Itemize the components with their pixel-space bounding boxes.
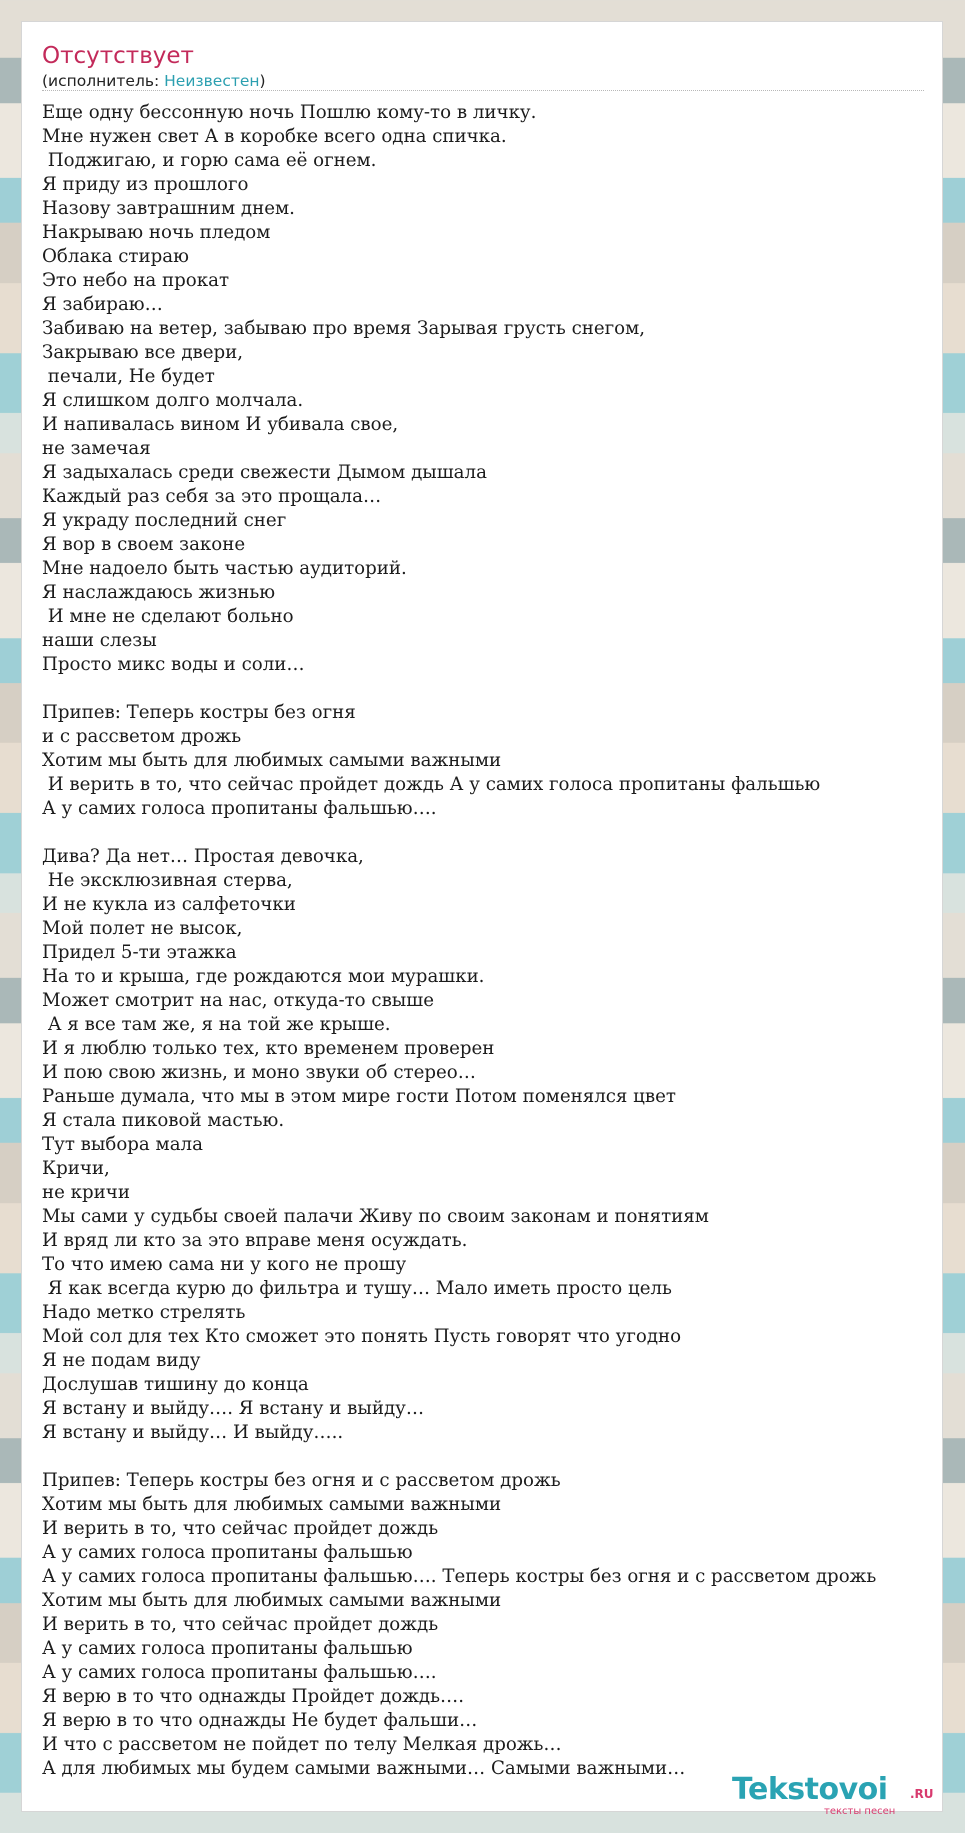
lyric-line: Дива? Да нет… Простая девочка, bbox=[42, 846, 364, 867]
artist-suffix: ) bbox=[259, 72, 266, 90]
lyric-line: Я встану и выйду…. Я встану и выйду… bbox=[42, 1398, 425, 1419]
lyric-line: Я украду последний снег bbox=[42, 510, 287, 531]
lyric-line: Может смотрит на нас, откуда-то свыше bbox=[42, 990, 434, 1011]
site-logo[interactable] bbox=[732, 1772, 932, 1824]
lyric-line: Хотим мы быть для любимых самыми важными bbox=[42, 1494, 502, 1515]
lyric-line: Просто микс воды и соли… bbox=[42, 654, 305, 675]
lyric-line: Мой сол для тех Кто сможет это понять Пусть говорят что угодно bbox=[42, 1326, 682, 1347]
lyric-line: Я вор в своем законе bbox=[42, 534, 246, 555]
lyric-line: Припев: Теперь костры без огня и с рассветом дрожь bbox=[42, 1470, 561, 1491]
lyric-line: На то и крыша, где рождаются мои мурашки. bbox=[42, 966, 485, 987]
lyric-line: Мы сами у судьбы своей палачи Живу по своим законам и понятиям bbox=[42, 1206, 709, 1227]
lyric-line: Мне надоело быть частью аудиторий. bbox=[42, 558, 407, 579]
lyric-line: То что имею сама ни у кого не прошу bbox=[42, 1254, 407, 1275]
lyric-line: Раньше думала, что мы в этом мире гости Потом поменялся цвет bbox=[42, 1086, 676, 1107]
lyric-line: Припев: Теперь костры без огня bbox=[42, 702, 356, 723]
lyric-line: И пою свою жизнь, и моно звуки об стерео… bbox=[42, 1062, 476, 1083]
lyric-line: Мой полет не высок, bbox=[42, 918, 243, 939]
logo-tagline: тексты песен bbox=[824, 1806, 896, 1817]
lyric-line: и с рассветом дрожь bbox=[42, 726, 242, 747]
lyric-line: А у самих голоса пропитаны фальшью…. bbox=[42, 1662, 437, 1683]
lyric-blank-line bbox=[42, 1445, 965, 1469]
lyric-line: Закрываю все двери, bbox=[42, 342, 244, 363]
lyric-line: не кричи bbox=[42, 1182, 130, 1203]
lyric-line: И что с рассветом не пойдет по телу Мелкая дрожь… bbox=[42, 1734, 562, 1755]
lyric-line: Я верю в то что однажды Пройдет дождь…. bbox=[42, 1686, 464, 1707]
lyric-line: Я верю в то что однажды Не будет фальши… bbox=[42, 1710, 478, 1731]
lyric-line: Облака стираю bbox=[42, 246, 189, 267]
lyric-line: Я забираю… bbox=[42, 294, 163, 315]
lyric-line: Я задыхалась среди свежести Дымом дышала bbox=[42, 462, 487, 483]
lyric-line: А я все там же, я на той же крыше. bbox=[42, 1014, 391, 1035]
lyric-line: не замечая bbox=[42, 438, 151, 459]
lyric-line: Я как всегда курю до фильтра и тушу… Мало иметь просто цель bbox=[42, 1278, 672, 1299]
lyric-line: Я стала пиковой мастью. bbox=[42, 1110, 285, 1131]
lyric-line: Я приду из прошлого bbox=[42, 174, 249, 195]
lyric-line: А у самих голоса пропитаны фальшью bbox=[42, 1542, 413, 1563]
lyric-line: Не эксклюзивная стерва, bbox=[42, 870, 293, 891]
lyric-line: Я слишком долго молчала. bbox=[42, 390, 304, 411]
lyric-line: Я встану и выйду… И выйду….. bbox=[42, 1422, 344, 1443]
lyrics-text bbox=[42, 101, 965, 1781]
lyric-line: Забиваю на ветер, забываю про время Зарывая грусть снегом, bbox=[42, 318, 646, 339]
lyric-line: Хотим мы быть для любимых самыми важными bbox=[42, 750, 502, 771]
artist-prefix: (исполнитель: bbox=[42, 72, 165, 90]
lyric-line: Тут выбора мала bbox=[42, 1134, 203, 1155]
lyric-line: Еще одну бессонную ночь Пошлю кому-то в личку. bbox=[42, 102, 537, 123]
lyric-line: печали, Не будет bbox=[42, 366, 215, 387]
song-title: Отсутствует bbox=[42, 43, 194, 69]
lyric-line: И верить в то, что сейчас пройдет дождь А у самих голоса пропитаны фальшью bbox=[42, 774, 821, 795]
artist-link[interactable]: Неизвестен bbox=[164, 72, 260, 90]
lyric-line: Это небо на прокат bbox=[42, 270, 230, 291]
lyrics-card bbox=[21, 21, 943, 1812]
lyric-line: Хотим мы быть для любимых самыми важными bbox=[42, 1590, 502, 1611]
lyric-line: Каждый раз себя за это прощала… bbox=[42, 486, 382, 507]
lyric-line: Поджигаю, и горю сама её огнем. bbox=[42, 150, 377, 171]
lyric-line: Накрываю ночь пледом bbox=[42, 222, 271, 243]
lyric-line: А для любимых мы будем самыми важными… Самыми важными… bbox=[42, 1758, 686, 1779]
lyric-line: Я не подам виду bbox=[42, 1350, 201, 1371]
lyric-line: И вряд ли кто за это вправе меня осуждать. bbox=[42, 1230, 468, 1251]
lyric-line: Кричи, bbox=[42, 1158, 110, 1179]
lyric-line: И напивалась вином И убивала свое, bbox=[42, 414, 399, 435]
lyric-line: Мне нужен свет А в коробке всего одна спичка. bbox=[42, 126, 507, 147]
title-divider bbox=[42, 90, 924, 91]
lyric-line: И верить в то, что сейчас пройдет дождь bbox=[42, 1518, 439, 1539]
lyric-line: Надо метко стрелять bbox=[42, 1302, 246, 1323]
lyric-line: А у самих голоса пропитаны фальшью bbox=[42, 1638, 413, 1659]
logo-wordmark: Tekstovoi bbox=[732, 1772, 888, 1807]
lyric-blank-line bbox=[42, 821, 965, 845]
lyric-line: Дослушав тишину до конца bbox=[42, 1374, 309, 1395]
lyric-line: Придел 5-ти этажка bbox=[42, 942, 237, 963]
lyric-line: И верить в то, что сейчас пройдет дождь bbox=[42, 1614, 439, 1635]
logo-tld: .RU bbox=[910, 1787, 934, 1801]
lyric-line: А у самих голоса пропитаны фальшью…. bbox=[42, 798, 437, 819]
lyric-line: А у самих голоса пропитаны фальшью…. Теперь костры без огня и с рассветом дрожь bbox=[42, 1566, 877, 1587]
lyric-line: наши слезы bbox=[42, 630, 157, 651]
lyric-blank-line bbox=[42, 677, 965, 701]
artist-line bbox=[42, 71, 266, 91]
lyric-line: И я люблю только тех, кто временем проверен bbox=[42, 1038, 495, 1059]
lyric-line: Я наслаждаюсь жизнью bbox=[42, 582, 276, 603]
lyric-line: И мне не сделают больно bbox=[42, 606, 294, 627]
lyric-line: И не кукла из салфеточки bbox=[42, 894, 296, 915]
lyric-line: Назову завтрашним днем. bbox=[42, 198, 295, 219]
